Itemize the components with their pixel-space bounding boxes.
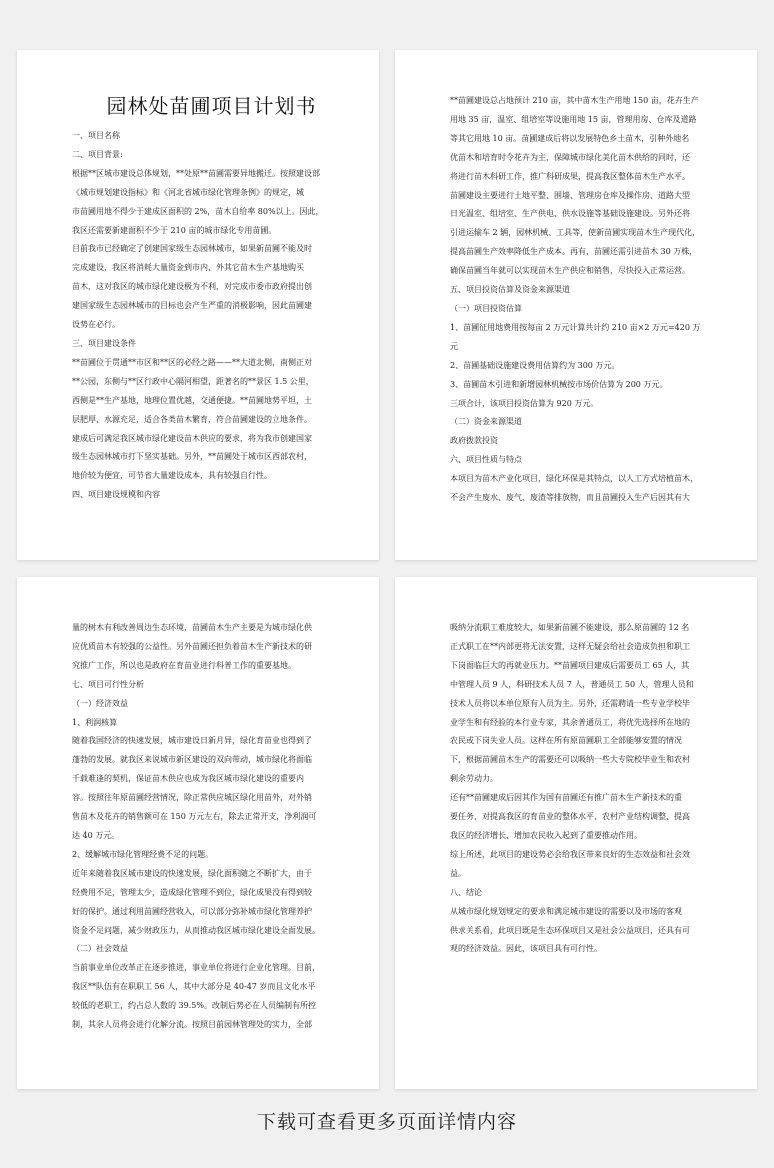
- text-line: 地价较为便宜，可节省大量建设成本，具有较强自行性。: [72, 471, 272, 481]
- text-line: 3、苗圃苗木引进和新增园林机械按市场价估算为 200 万元。: [450, 379, 668, 389]
- text-line: 六、项目性质与特点: [450, 455, 522, 465]
- text-line: 优苗木和培育时令花卉为主，保障城市绿化美化苗木供给的同时，还: [450, 152, 690, 162]
- text-line: 2、苗圃基础设施建设费用估算约为 300 万元。: [450, 360, 620, 370]
- text-line: 级生态园林城市打下坚实基础。另外，**苗圃处于城市区西部农村，: [72, 452, 312, 462]
- text-line: 好的保护。通过利用苗圃经营收入，可以部分弥补城市绿化管理养护: [72, 906, 312, 916]
- text-line: 下岗面临巨大的再就业压力。**苗圃项目建成后需要员工 65 人，其: [450, 660, 690, 670]
- text-line: 要任务，对提高我区的育苗业的整体水平、农村产业结构调整、提高: [450, 812, 690, 822]
- text-line: 设势在必行。: [72, 320, 120, 330]
- document-page-3: [17, 577, 379, 1089]
- text-line: 引进运输车 2 辆，园林机械、工具等，使新苗圃实现苗木生产现代化，: [450, 228, 701, 238]
- text-line: 八、结论: [450, 887, 482, 897]
- text-line: 一、项目名称: [72, 131, 120, 140]
- text-line: 业学生和有经验的本行业专家，其余普通员工，将优先选择所在地的: [450, 717, 690, 727]
- text-line: 用地 35 亩，温室、组培室等设施用地 15 亩，管理用房、仓库及道路: [450, 114, 697, 124]
- text-line: 蓬勃的发展。就我区来说城市新区建设的双向带动，城市绿化将面临: [72, 755, 312, 765]
- document-page-4: [395, 577, 757, 1089]
- text-line: （一）项目投资估算: [450, 303, 522, 313]
- text-line: 层肥厚、水源充足，适合各类苗木繁育，符合苗圃建设的立地条件。: [72, 414, 312, 424]
- text-line: 1、苗圃征用地费用按每亩 2 万元计算共计约 210 亩×2 万元=420 万: [450, 322, 701, 332]
- text-line: 提高苗圃生产效率降低生产成本。再有，苗圃还需引进苗木 30 万株，: [450, 247, 698, 257]
- text-line: 2、缓解城市绿化管理经费不足的问题。: [72, 849, 214, 859]
- text-line: 政府拨款投资: [450, 436, 498, 446]
- text-line: 苗木，这对我区的城市绿化建设极为不利，对完成市委市政府提出创: [72, 282, 312, 292]
- page-body: [450, 92, 727, 508]
- document-title: 园林处苗圃项目计划书: [106, 94, 317, 118]
- text-line: 不会产生废水、废气、废渣等排放物，而且苗圃投入生产后因其有大: [450, 493, 690, 503]
- text-line: 经费用不足，管理太少，造成绿化管理不到位，绿化成果没有得到较: [72, 887, 312, 897]
- text-line: 售苗木及花卉的销售额可在 150 万元左右，除去正常开支，净利润可: [72, 812, 317, 822]
- text-line: （二）资金来源渠道: [450, 417, 522, 427]
- text-line: **苗圃建设总占地预计 210 亩，其中苗木生产用地 150 亩，花卉生产: [450, 96, 699, 105]
- text-line: 日光温室、组培室、生产供电、供水设施等基础设施建设。另外还将: [450, 209, 690, 219]
- text-line: 究推广工作，所以也是政府在育苗业进行科普工作的重要基地。: [72, 660, 296, 670]
- text-line: 三项合计，该项目投资估算为 920 万元。: [450, 398, 599, 408]
- page-body: [72, 127, 351, 505]
- text-line: 千载难逢的契机，保证苗木供应也成为我区城市绿化建设的重要内: [72, 774, 304, 784]
- text-line: 根据**区城市建设总体规划，**处原**苗圃需要异地搬迁。按照建设部: [72, 168, 320, 178]
- text-line: 元: [450, 341, 458, 351]
- text-line: 农民或下岗失业人员。这样在所有原苗圃职工全部能够安置的情况: [450, 736, 682, 746]
- download-more-prompt[interactable]: 下载可查看更多页面详情内容: [256, 1111, 517, 1133]
- text-line: 五、项目投资估算及资金来源渠道: [450, 285, 570, 295]
- text-line: 1、利润核算: [72, 717, 118, 727]
- text-line: （一）经济效益: [72, 698, 128, 708]
- text-line: 《城市规划建设指标》和《河北省城市绿化管理条例》的规定，城: [72, 187, 304, 197]
- text-line: 益。: [450, 868, 466, 878]
- text-line: 吸纳分流职工难度较大，如果新苗圃不能建设，那么原苗圃的 12 名: [450, 623, 690, 632]
- page-body: [72, 619, 351, 1035]
- text-line: 西侧是**生产基地，地理位置优越，交通便捷。**苗圃地势平坦，土: [72, 395, 312, 405]
- page-body: [450, 619, 727, 959]
- text-line: 观的经济效益。因此，该项目具有可行性。: [450, 944, 602, 954]
- text-line: 下，根据苗圃苗木生产的需要还可以吸纳一些大专院校毕业生和农村: [450, 755, 690, 765]
- text-line: 量的树木有利改善周边生态环境，苗圃苗木生产主要是为城市绿化供: [72, 623, 312, 632]
- text-line: 完成建设，我区将消耗大量资金到市内、外其它苗木生产基地购买: [72, 263, 304, 273]
- text-line: 供求关系看，此项目既是生态环保项目又是社会公益项目，还具有可: [450, 925, 690, 935]
- text-line: 中管理人员 9 人，科研技术人员 7 人，普通员工 50 人，管理人员和: [450, 679, 694, 689]
- text-line: 从城市绿化规划规定的要求和满足城市建设的需要以及市场的客观: [450, 906, 682, 916]
- text-line: 较低的老职工，约占总人数的 39.5%。改制后势必在人员编制有所控: [72, 1001, 316, 1011]
- text-line: 我区的经济增长、增加农民收入起到了重要推动作用。: [450, 830, 642, 840]
- text-line: 确保苗圃当年就可以实现苗木生产供应和销售，尽快投入正常运营。: [450, 266, 690, 276]
- text-line: 建成后可满足我区城市绿化建设苗木供应的要求，将为我市创建国家: [72, 433, 312, 443]
- text-line: 七、项目可行性分析: [72, 679, 144, 689]
- document-page-1: [17, 50, 379, 560]
- text-line: 技术人员将以本单位原有人员为主。另外，还需聘请一些专业学校毕: [450, 698, 690, 708]
- text-line: 将进行苗木科研工作，推广科研成果，提高我区整体苗木生产水平。: [450, 171, 690, 181]
- text-line: 三、项目建设条件: [72, 338, 136, 348]
- text-line: 近年来随着我区城市建设的快速发展，绿化面积随之不断扩大，由于: [72, 868, 312, 878]
- text-line: 等其它用地 10 亩。苗圃建成后将以发展特色乡土苗木，引种外地名: [450, 133, 690, 143]
- text-line: （二）社会效益: [72, 944, 128, 954]
- text-line: 综上所述，此项目的建设势必会给我区带来良好的生态效益和社会效: [450, 849, 690, 859]
- text-line: 达 40 万元。: [72, 830, 120, 840]
- text-line: 随着我国经济的快速发展，城市建设日新月异，绿化育苗业也得到了: [72, 736, 312, 746]
- text-line: 剩余劳动力。: [450, 774, 498, 784]
- text-line: 正式职工在**内部更将无法安置，这样无疑会给社会造成负担和职工: [450, 641, 690, 651]
- text-line: 市苗圃用地不得少于建成区面积的 2%，苗木自给率 80%以上。因此，: [72, 206, 324, 216]
- text-line: 苗圃建设主要进行土地平整、围墙、管理房仓库及操作房、道路大型: [450, 190, 690, 200]
- text-line: 本项目为苗木产业化项目，绿化环保是其特点，以人工方式培植苗木，: [450, 474, 698, 484]
- text-line: 容。按照往年原苗圃经营情况，除正常供应城区绿化用苗外，对外销: [72, 793, 312, 803]
- text-line: **苗圃位于贯通**市区和**区的必经之路——**大道北侧，南侧正对: [72, 357, 312, 367]
- text-line: 资金不足问题，减少财政压力，从而推动我区城市绿化建设全面发展。: [72, 925, 320, 935]
- text-line: 目前我市已经确定了创建国家级生态园林城市，如果新苗圃不能及时: [72, 244, 312, 254]
- text-line: 还有**苗圃建成后因其作为国有苗圃还有推广苗木生产新技术的重: [450, 793, 682, 803]
- text-line: **公园，东侧与**区行政中心隔河相望，距著名的**景区 1.5 公里，: [72, 376, 314, 386]
- text-line: 应优质苗木有较强的公益性。另外苗圃还担负着苗木生产新技术的研: [72, 641, 312, 651]
- text-line: 我区**队伍有在职职工 56 人，其中大部分是 40-47 岁而且文化水平: [72, 982, 316, 992]
- text-line: 建国家级生态园林城市的目标也会产生严重的消极影响，因此苗圃建: [72, 301, 312, 311]
- text-line: 制，其余人员将会进行化解分流。按照目前园林管理处的实力，全部: [72, 1020, 312, 1030]
- text-line: 四、项目建设规模和内容: [72, 490, 160, 500]
- text-line: 二、项目背景:: [72, 149, 123, 159]
- document-page-2: [395, 50, 757, 560]
- text-line: 当前事业单位改革正在逐步推进，事业单位将进行企业化管理。目前，: [72, 963, 320, 973]
- text-line: 我区还需要新建面积不少于 210 亩的城市绿化专用苗圃。: [72, 225, 277, 235]
